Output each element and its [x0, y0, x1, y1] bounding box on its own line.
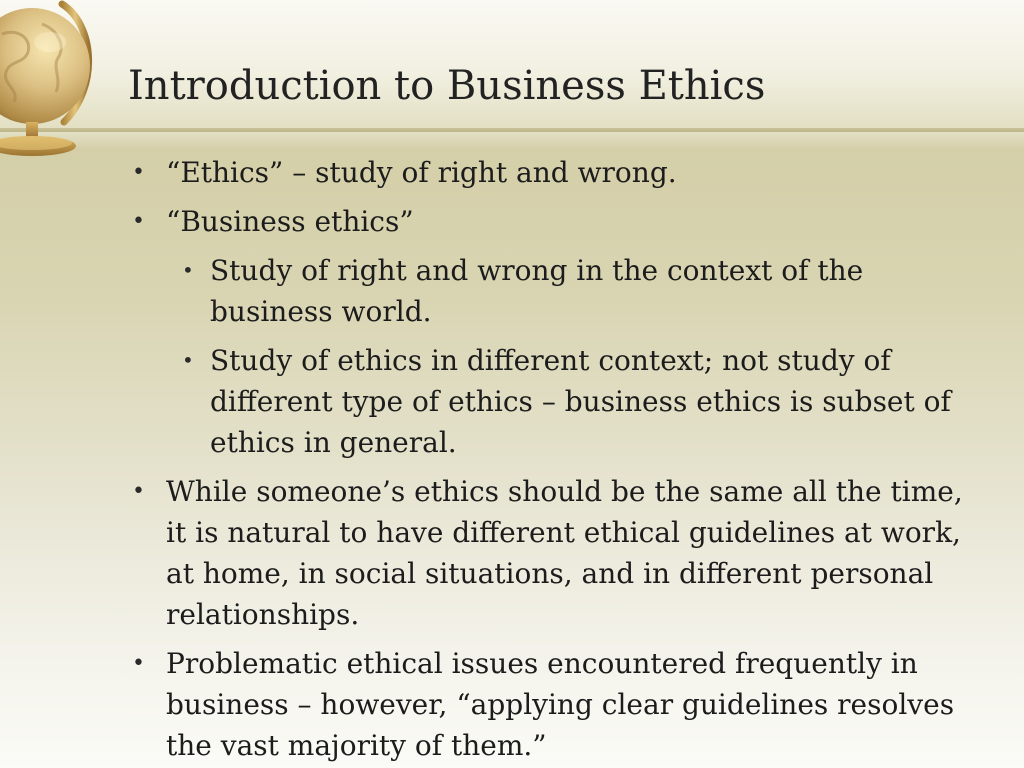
globe-icon [0, 0, 102, 174]
bullet-text: “Ethics” – study of right and wrong. [166, 156, 677, 189]
bullet-item [120, 201, 980, 242]
slide-title: Introduction to Business Ethics [128, 63, 766, 109]
bullet-marker: • [132, 479, 145, 504]
bullet-marker: • [132, 209, 145, 234]
bullet-list [120, 152, 980, 768]
sub-bullet-text: Study of ethics in different context; not study of different type of ethics – business ethics is subset of ethics in general. [210, 344, 951, 459]
bullet-item [120, 643, 980, 766]
bullet-marker: • [182, 348, 194, 372]
bullet-item [120, 471, 980, 635]
sub-bullet-item [120, 250, 980, 332]
sub-bullet-text: Study of right and wrong in the context of the business world. [210, 254, 864, 328]
bullet-marker: • [132, 651, 145, 676]
bullet-marker: • [132, 160, 145, 185]
sub-bullet-item [120, 340, 980, 463]
bullet-text: While someone’s ethics should be the same all the time, it is natural to have different ethical guidelines at work, at home, in social situations, and in different personal relationships. [166, 475, 963, 631]
bullet-text: Problematic ethical issues encountered frequently in business – however, “applying clear guidelines resolves the vast majority of them.” [166, 647, 955, 762]
bullet-item [120, 152, 980, 193]
bullet-text: “Business ethics” [166, 205, 414, 238]
bullet-marker: • [182, 258, 194, 282]
title-divider [0, 128, 1024, 132]
